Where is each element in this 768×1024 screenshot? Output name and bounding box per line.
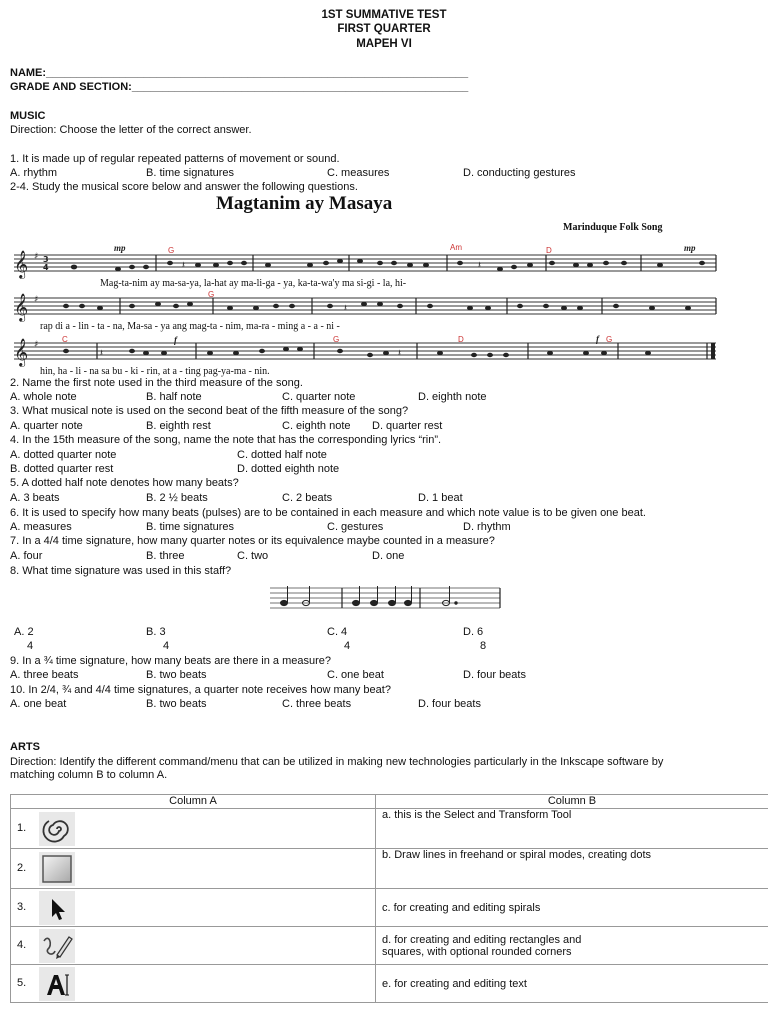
question-5: 5. A dotted half note denotes how many beats? [10,477,239,489]
svg-text:3: 3 [43,255,49,264]
q10-option-b[interactable]: B. two beats [146,698,207,710]
q2-option-b[interactable]: B. half note [146,391,202,403]
q10-option-a[interactable]: A. one beat [10,698,67,710]
lyrics-line-3: hin, ha - li - na sa bu - ki - rin, at a - ting pag-ya-ma - nin. [40,366,270,377]
question-1: 1. It is made up of regular repeated patterns of movement or sound. [10,153,340,165]
q5-option-d[interactable]: D. 1 beat [418,492,463,504]
question-9: 9. In a ¾ time signature, how many beats are there in a measure? [10,655,332,667]
question-10: 10. In 2/4, ¾ and 4/4 time signatures, a quarter note receives how many beat? [10,684,391,696]
row-number: 5. [17,977,27,989]
q4-option-d[interactable]: D. dotted eighth note [237,463,340,475]
chord-g-3: G [333,335,340,344]
q8-staff [268,582,504,614]
column-b-item-d-line-2: squares, with optional rounded corners [382,945,572,958]
spiral-tool-icon [39,812,75,846]
column-b-item-c: c. for creating and editing spirals [382,901,541,914]
svg-text:mp: mp [114,243,126,253]
row-number: 3. [17,901,27,913]
q2-option-d[interactable]: D. eighth note [418,391,487,403]
svg-text:f: f [174,335,177,345]
rectangle-tool-icon [39,852,75,886]
svg-text:𝄞: 𝄞 [14,338,29,366]
q4-option-b[interactable]: B. dotted quarter rest [10,463,114,475]
q8-option-b[interactable]: B. 3 [146,626,166,638]
q6-option-b[interactable]: B. time signatures [146,521,235,533]
q2-option-c[interactable]: C. quarter note [282,391,356,403]
arts-heading: ARTS [10,741,40,753]
chord-g-4: G [606,335,613,344]
column-b-header: Column B [376,795,768,809]
music-heading: MUSIC [10,110,46,122]
musical-score [0,235,768,380]
svg-text:𝄞: 𝄞 [14,293,29,321]
q7-option-d[interactable]: D. one [372,550,405,562]
q9-option-b[interactable]: B. two beats [146,669,207,681]
question-6: 6. It is used to specify how many beats (pulses) are to be contained in each measure and which note value is to be given one beat. [10,507,646,519]
q8-option-d-denominator: 8 [480,640,487,652]
question-7: 7. In a 4/4 time signature, how many quarter notes or its equivalence maybe counted in a measure? [10,535,495,547]
q8-option-c[interactable]: C. 4 [327,626,348,638]
score-title: Magtanim ay Masaya [216,193,393,214]
q9-option-c[interactable]: C. one beat [327,669,384,681]
svg-text:𝄽: 𝄽 [398,348,402,359]
chord-g-2: G [208,290,215,299]
table-row [11,965,768,1003]
name-field[interactable]: NAME:_____________________________________________________________________ [10,67,469,79]
svg-text:𝄽: 𝄽 [182,260,186,271]
table-row [11,927,768,965]
q5-option-c[interactable]: C. 2 beats [282,492,333,504]
question-2: 2. Name the first note used in the third measure of the song. [10,377,303,389]
chord-d-2: D [458,335,464,344]
test-title: 1ST SUMMATIVE TEST [321,9,447,21]
q8-option-c-denominator: 4 [344,640,351,652]
svg-text:♯: ♯ [34,340,39,350]
row-number: 1. [17,822,27,834]
arts-direction-line-1: Direction: Identify the different command/menu that can be utilized in making new technologies particularly in the Inkscape software by [10,756,664,768]
q7-option-a[interactable]: A. four [10,550,43,562]
grade-section-field[interactable]: GRADE AND SECTION:_______________________________________________________ [10,81,469,93]
q9-option-a[interactable]: A. three beats [10,669,79,681]
lyrics-line-1: Mag-ta-nim ay ma-sa-ya, la-hat ay ma-li-ga - ya, ka-ta-wa'y ma si-gi - la, hi- [100,278,407,289]
q6-option-c[interactable]: C. gestures [327,521,384,533]
table-row [11,889,768,927]
table-row [11,849,768,889]
q8-option-a-denominator: 4 [27,640,34,652]
column-b-item-d: d. for creating and editing rectangles and [382,933,582,946]
svg-text:♯: ♯ [34,252,39,262]
column-b-item-b: b. Draw lines in freehand or spiral modes, creating dots [382,849,652,861]
arts-direction-line-2: matching column B to column A. [10,769,168,781]
q4-option-a[interactable]: A. dotted quarter note [10,449,117,461]
question-8: 8. What time signature was used in this staff? [10,565,232,577]
q5-option-b[interactable]: B. 2 ½ beats [146,492,208,504]
chord-am: Am [450,243,462,252]
svg-text:𝄽: 𝄽 [478,260,482,271]
q1-option-a[interactable]: A. rhythm [10,167,58,179]
chord-d-1: D [546,246,552,255]
q3-option-c[interactable]: C. eighth note [282,420,351,432]
q9-option-d[interactable]: D. four beats [463,669,526,681]
question-4: 4. In the 15th measure of the song, name the note that has the corresponding lyrics “rin”. [10,434,442,446]
q3-option-d[interactable]: D. quarter rest [372,420,443,432]
q3-option-b[interactable]: B. eighth rest [146,420,211,432]
svg-text:𝄞: 𝄞 [14,250,29,278]
q7-option-c[interactable]: C. two [237,550,269,562]
q5-option-a[interactable]: A. 3 beats [10,492,60,504]
select-arrow-icon [39,891,75,925]
q8-option-a[interactable]: A. 2 [14,626,34,638]
quarter-title: FIRST QUARTER [337,23,431,35]
music-direction: Direction: Choose the letter of the correct answer. [10,124,252,136]
q7-option-b[interactable]: B. three [146,550,185,562]
q4-option-c[interactable]: C. dotted half note [237,449,327,461]
q3-option-a[interactable]: A. quarter note [10,420,83,432]
svg-text:♯: ♯ [34,295,39,305]
q8-option-d[interactable]: D. 6 [463,626,484,638]
svg-text:𝄽: 𝄽 [344,303,348,314]
question-2-4-intro: 2-4. Study the musical score below and answer the following questions. [10,181,358,193]
q1-option-b[interactable]: B. time signatures [146,167,235,179]
q2-option-a[interactable]: A. whole note [10,391,77,403]
q6-option-d[interactable]: D. rhythm [463,521,511,533]
score-subtitle: Marinduque Folk Song [563,222,663,233]
q10-option-c[interactable]: C. three beats [282,698,352,710]
row-number: 4. [17,939,27,951]
svg-text:mp: mp [684,243,696,253]
q1-option-c[interactable]: C. measures [327,167,390,179]
question-3: 3. What musical note is used on the second beat of the fifth measure of the song? [10,405,409,417]
q6-option-a[interactable]: A. measures [10,521,72,533]
matching-table [10,794,768,1003]
table-row [11,809,768,849]
chord-g-1: G [168,246,175,255]
column-b-item-e: e. for creating and editing text [382,977,527,990]
column-b-item-a: a. this is the Select and Transform Tool [382,809,572,821]
text-tool-icon [39,967,75,1001]
chord-c: C [62,335,68,344]
q10-option-d[interactable]: D. four beats [418,698,481,710]
lyrics-line-2: rap di a - lin - ta - na, Ma-sa - ya ang mag-ta - nim, ma-ra - ming a - a - ni - [40,321,340,332]
column-a-header: Column A [11,795,376,809]
subject-title: MAPEH VI [356,38,412,50]
q8-option-b-denominator: 4 [163,640,170,652]
svg-text:4: 4 [43,263,49,272]
q1-option-d[interactable]: D. conducting gestures [463,167,576,179]
svg-text:f: f [596,334,599,344]
row-number: 2. [17,862,27,874]
pencil-tool-icon [39,929,75,963]
svg-text:𝄽: 𝄽 [100,348,104,359]
